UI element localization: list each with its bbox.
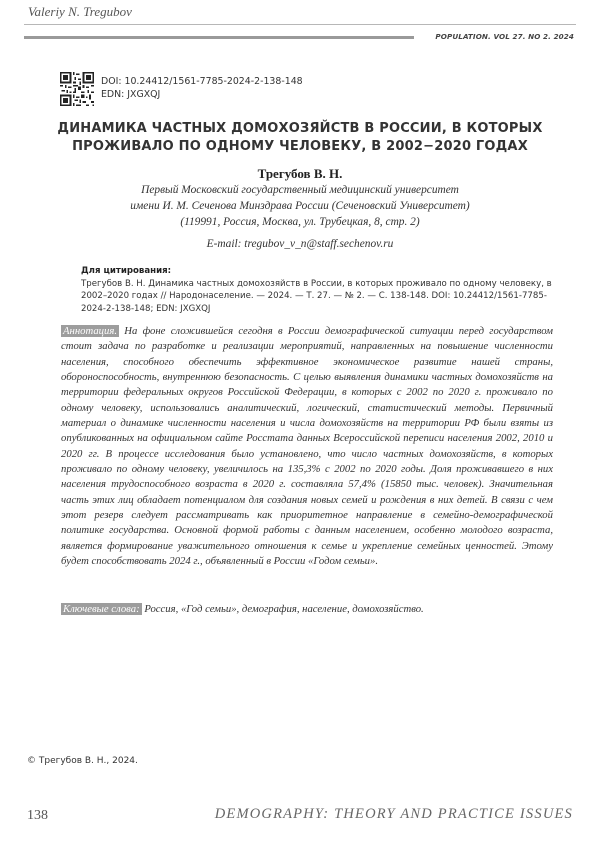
header-rule <box>24 24 576 25</box>
copyright: © Трегубов В. Н., 2024. <box>27 756 138 766</box>
edn-text: EDN: JXGXQJ <box>101 89 161 100</box>
affiliation-line-3: (119991, Россия, Москва, ул. Трубецкая, 8, стр. 2) <box>180 216 420 228</box>
abstract-label: Аннотация. <box>63 325 117 337</box>
journal-running-head: POPULATION. VOL 27. NO 2. 2024 <box>435 32 574 41</box>
header-band <box>24 36 414 39</box>
keywords-text: Россия, «Год семьи», демография, население, домохозяйство. <box>144 603 424 615</box>
citation-text: Трегубов В. Н. Динамика частных домохозяйств в России, в которых проживало по одному человеку, в 2002–2020 годах // Народонаселение. — 2024. — Т. 27. — № 2. — С. 138-148. DOI: 10.24412/1561-7785-2024-2-138-148; EDN: JXGXQJ <box>81 279 552 314</box>
affiliation <box>80 182 520 230</box>
keywords-label: Ключевые слова: <box>63 603 140 615</box>
journal-name-footer: DEMOGRAPHY: THEORY AND PRACTICE ISSUES <box>214 806 573 822</box>
page-number: 138 <box>27 808 48 823</box>
author-name: Трегубов В. Н. <box>257 166 343 181</box>
affiliation-line-2: имени И. М. Сеченова Минздрава России (Сеченовский Университет) <box>130 200 470 212</box>
article-title <box>40 120 560 156</box>
article-title-line-2: ПРОЖИВАЛО ПО ОДНОМУ ЧЕЛОВЕКУ, В 2002−2020 ГОДАХ <box>72 139 528 154</box>
identifiers-block <box>101 75 303 101</box>
qr-code-icon <box>60 72 94 106</box>
author-running-head: Valeriy N. Tregubov <box>28 4 132 19</box>
affiliation-line-1: Первый Московский государственный медицинский университет <box>141 184 459 196</box>
doi-text: DOI: 10.24412/1561-7785-2024-2-138-148 <box>101 76 303 87</box>
keywords <box>61 602 553 617</box>
author-email[interactable]: E-mail: tregubov_v_n@staff.sechenov.ru <box>206 238 394 250</box>
abstract-text: На фоне сложившейся сегодня в России демографической ситуации перед государством стоит задача по разработке и реализации мероприятий, направленных на повышение численности населения, способного обеспечить эффективное экономическое развитие нашей страны, обороноспособность, внутреннюю безопасность. С целью выявления динамики частных домохозяйств на территории федеральных округов Российской Федерации, в которых с 2002 по 2020 г. проживало по одному человеку, использовались аналитический, логический, статистический методы. Первичный материал о динамике численности населения и числа домохозяйств на территории РФ были взяты из опубликованных на официальном сайте Росстата данных Всероссийской переписи населения 2002, 2010 и 2020 гг. В процессе исследования было установлено, что число частных домохозяйств, в которых проживало по одному человеку, увеличилось на 135,3% с 2002 по 2020 годы. Доля проживавшего в них населения трудоспособного возраста в 2020 г. составляла 57,4% (15850 тыс. человек). Значительная часть этих лиц обладает потенциалом для создания новых семей и рождения в них детей. В связи с чем этот резерв следует рассматривать как приоритетное направление в семейно-демографической политике государства. Основной формой работы с данным населением, особенно молодого возраста, является формирование уважительного отношения к семье и укрепление семейных ценностей. Этому будет способствовать 2024 г., объявленный в России «Годом семьи». <box>61 325 553 568</box>
article-title-line-1: ДИНАМИКА ЧАСТНЫХ ДОМОХОЗЯЙСТВ В РОССИИ, В КОТОРЫХ <box>57 121 543 136</box>
abstract <box>61 324 553 570</box>
citation-label: Для цитирования: <box>81 266 172 276</box>
